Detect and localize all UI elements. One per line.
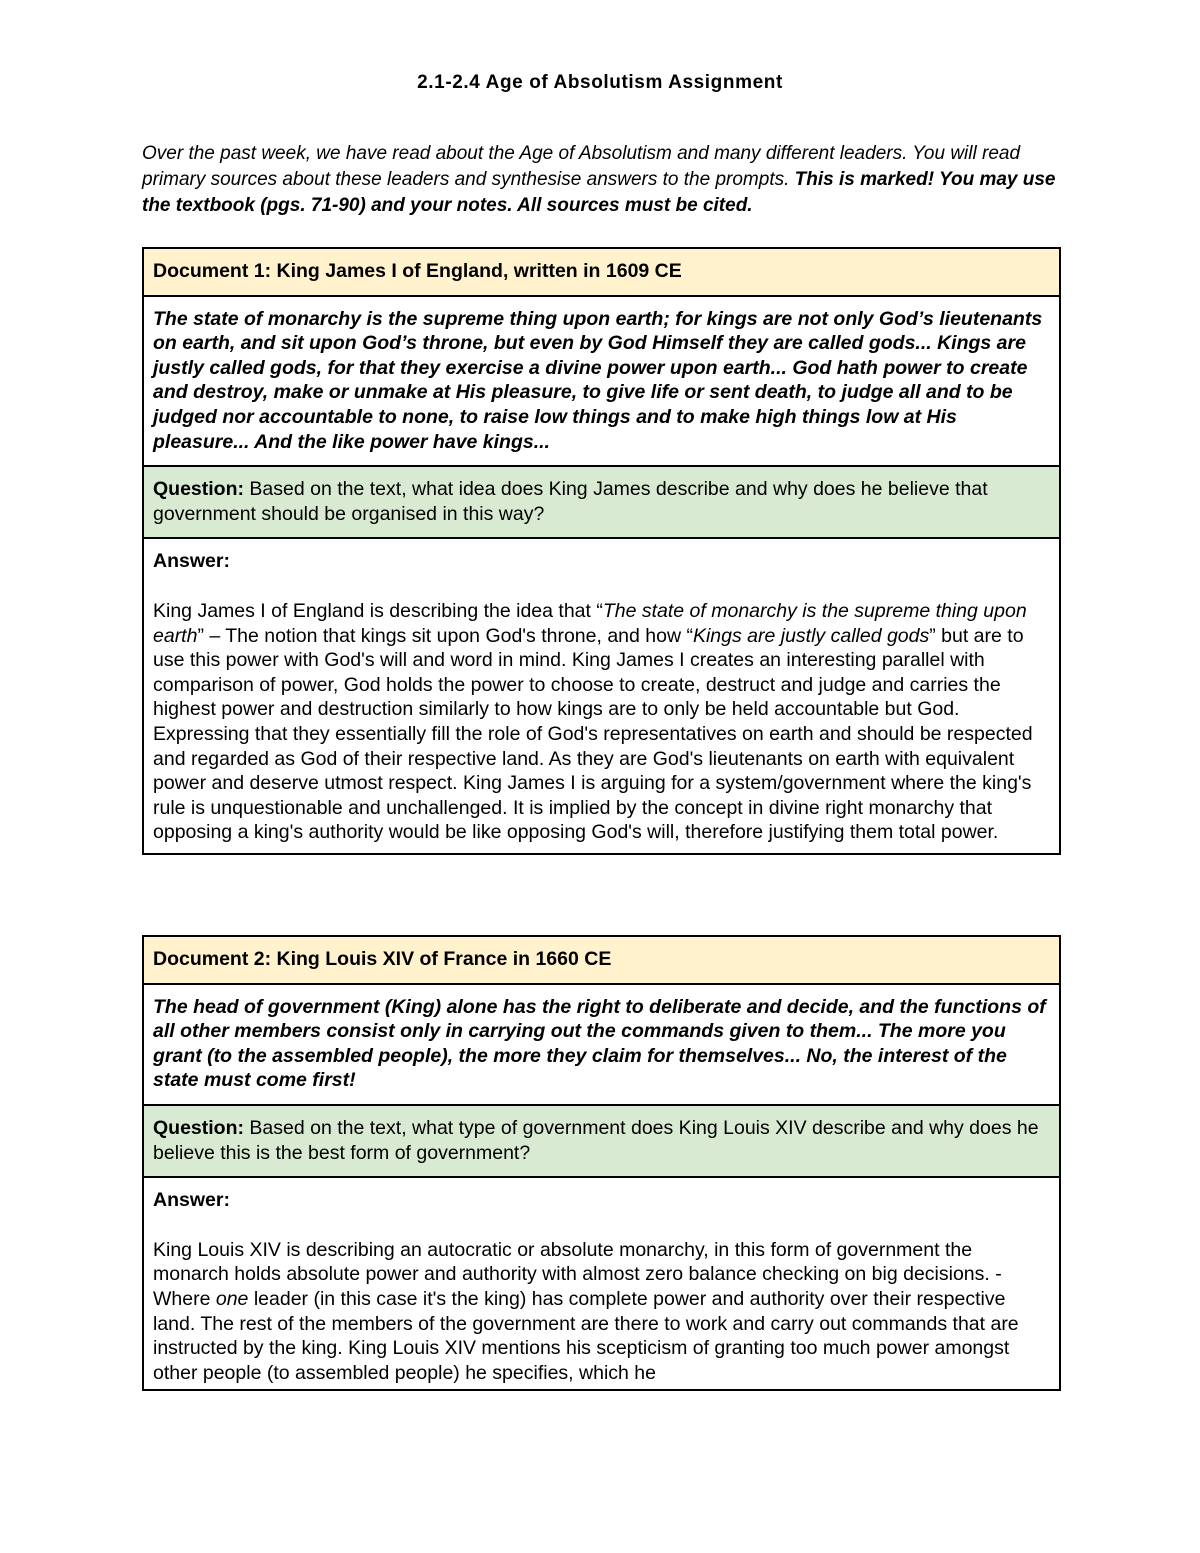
document-1-quote: The state of monarchy is the supreme thing upon earth; for kings are not only God’s lieutenants on earth, and sit upon God’s throne, but even by God Himself they are called gods... Kings are justly called gods, for that they exercise a divine power upon earth... God hath power to create and destroy, make or unmake at His pleasure, to give life or sent death, to judge all and to be judged nor accountable to none, to raise low things and to make high things low at His pleasure... And the like power have kings... [143,296,1060,467]
answer-emphasis-italic: one [215,1287,249,1310]
document-2-table [142,935,1061,1391]
answer-text-part: King Louis XIV is describing an autocratic or absolute monarchy, in this form of government the monarch holds absolute power and authority with almost zero balance checking on big decisions. - Where [153,1238,1002,1310]
question-label: Question: [153,478,244,501]
answer-label: Answer: [153,1189,230,1212]
document-2-answer[interactable] [143,1177,1060,1390]
answer-quote-italic: Kings are justly called gods [692,624,930,647]
intro-instructions: This is marked! You may use the textbook (pgs. 71-90) and your notes. All sources must be cited. [142,169,1056,216]
question-text: Based on the text, what idea does King James describe and why does he believe that government should be organised in this way? [153,478,988,525]
intro-text: Over the past week, we have read about the Age of Absolutism and many different leaders. You will read primary sources about these leaders and synthesise answers to the prompts. [142,143,1021,190]
answer-label: Answer: [153,550,230,573]
document-1-heading: Document 1: King James I of England, written in 1609 CE [143,248,1060,296]
question-label: Question: [153,1116,244,1139]
answer-text-part: King James I of England is describing the idea that “ [153,599,603,622]
intro-paragraph [142,141,1062,219]
answer-text-part: ” – The notion that kings sit upon God's throne, and how “ [197,624,693,647]
answer-text-part: leader (in this case it's the king) has complete power and authority over their respective land. The rest of the members of the government are there to work and carry out commands that are instructed by the king. King Louis XIV mentions his scepticism of granting too much power amongst other people (to assembled people) he specifies, which he [153,1287,1019,1384]
document-1-question [143,466,1060,538]
answer-text-part: ” but are to use this power with God's will and word in mind. King James I creates an interesting parallel with comparison of power, God holds the power to choose to create, destruct and judge and carries the highest power and destruction similarly to how kings are to only be held accountable but God. Expressing that they essentially fill the role of God's representatives on earth and should be respected and regarded as God of their respective land. As they are God's lieutenants on earth with equivalent power and deserve utmost respect. King James I is arguing for a system/government where the king's rule is unquestionable and unchallenged. It is implied by the concept in divine right monarchy that opposing a king's authority would be like opposing God's will, therefore justifying them total power. [153,624,1033,844]
document-1-answer[interactable] [143,538,1060,854]
document-2-question [143,1105,1060,1177]
document-1-table [142,247,1061,855]
document-2-heading: Document 2: King Louis XIV of France in 1660 CE [143,936,1060,984]
question-text: Based on the text, what type of government does King Louis XIV describe and why does he believe this is the best form of government? [153,1116,1039,1164]
page-title: 2.1-2.4 Age of Absolutism Assignment [417,72,783,93]
document-2-quote: The head of government (King) alone has the right to deliberate and decide, and the functions of all other members consist only in carrying out the commands given to them... The more you grant (to the assembled people), the more they claim for themselves... No, the interest of the state must come first! [143,984,1060,1105]
answer-quote-italic: The state of monarchy is the supreme thing upon earth [153,599,1027,647]
